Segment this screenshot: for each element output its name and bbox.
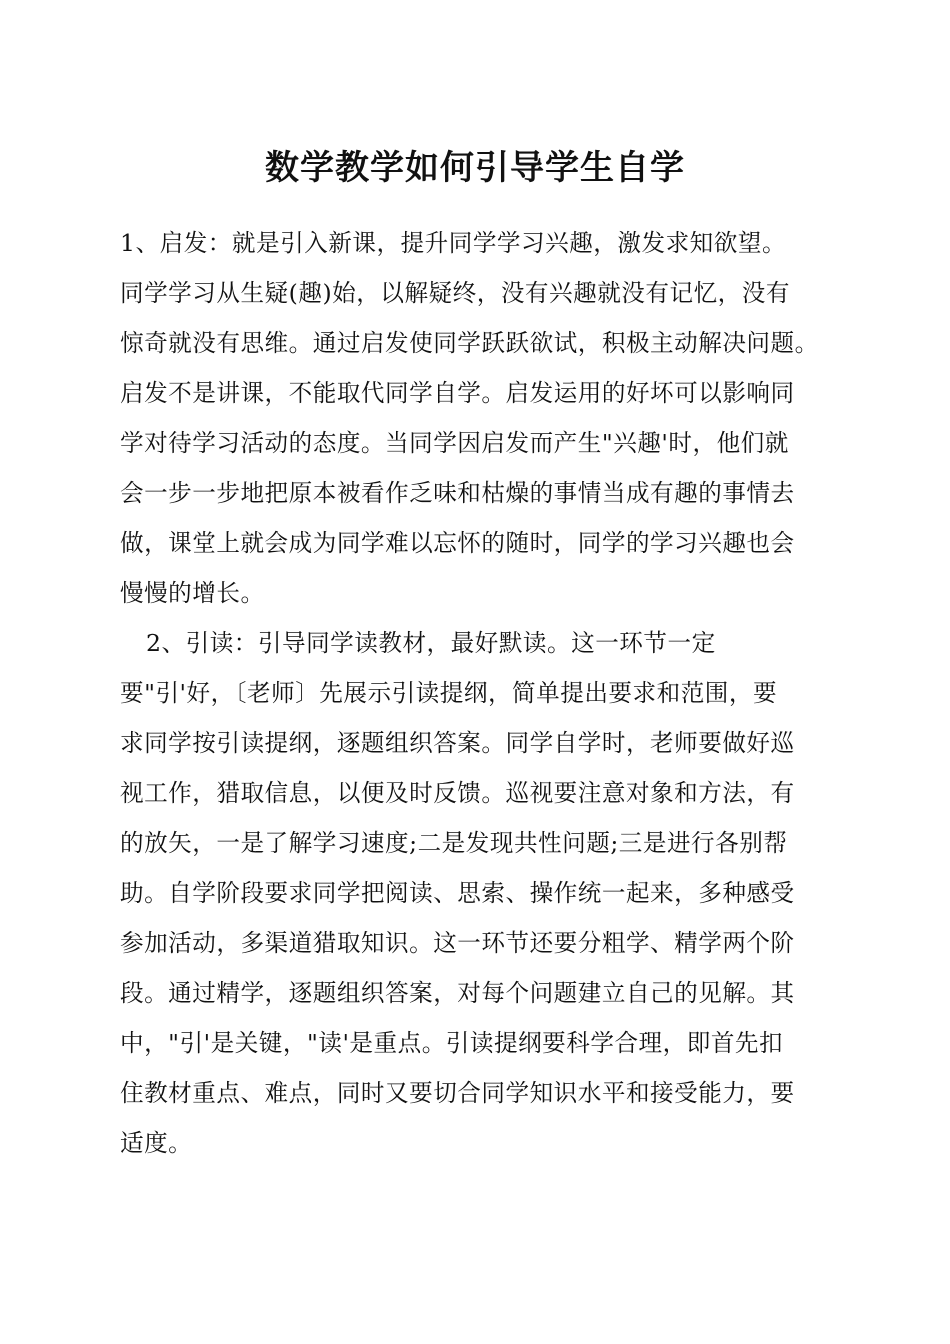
paragraph-1-line-5: 学对待学习活动的态度。当同学因启发而产生"兴趣'时，他们就 xyxy=(120,429,789,457)
paragraph-2-line-4: 视工作，猎取信息，以便及时反馈。巡视要注意对象和方法，有 xyxy=(120,779,795,807)
paragraph-2-line-6: 助。自学阶段要求同学把阅读、思索、操作统一起来，多种感受 xyxy=(120,879,795,907)
paragraph-2-line-1: 2、引读：引导同学读教材，最好默读。这一环节一定 xyxy=(146,629,716,657)
paragraph-1-line-4: 启发不是讲课，不能取代同学自学。启发运用的好坏可以影响同 xyxy=(120,379,795,407)
paragraph-2-line-7: 参加活动，多渠道猎取知识。这一环节还要分粗学、精学两个阶 xyxy=(120,929,795,957)
paragraph-2-line-8: 段。通过精学，逐题组织答案，对每个问题建立自己的见解。其 xyxy=(120,979,795,1007)
paragraph-2-line-11: 适度。 xyxy=(120,1129,193,1157)
paragraph-1-line-1: 1、启发：就是引入新课，提升同学学习兴趣，激发求知欲望。 xyxy=(120,229,787,257)
paragraph-1-line-2: 同学学习从生疑(趣)始，以解疑终，没有兴趣就没有记忆，没有 xyxy=(120,279,790,307)
paragraph-2-line-10: 住教材重点、难点，同时又要切合同学知识水平和接受能力，要 xyxy=(120,1079,795,1107)
paragraph-1-line-3: 惊奇就没有思维。通过启发使同学跃跃欲试，积极主动解决问题。 xyxy=(120,329,819,357)
paragraph-2-line-2: 要"引'好，〔老师〕先展示引读提纲，简单提出要求和范围，要 xyxy=(120,679,778,707)
paragraph-2-line-5: 的放矢，一是了解学习速度;二是发现共性问题;三是进行各别帮 xyxy=(120,829,788,857)
paragraph-1-line-8: 慢慢的增长。 xyxy=(120,579,265,607)
paragraph-2-line-9: 中，"引'是关键，"读'是重点。引读提纲要科学合理，即首先扣 xyxy=(120,1029,784,1057)
paragraph-1-line-7: 做，课堂上就会成为同学难以忘怀的随时，同学的学习兴趣也会 xyxy=(120,529,795,557)
paragraph-2-line-3: 求同学按引读提纲，逐题组织答案。同学自学时，老师要做好巡 xyxy=(120,729,795,757)
document-title: 数学教学如何引导学生自学 xyxy=(265,148,685,188)
paragraph-1-line-6: 会一步一步地把原本被看作乏味和枯燥的事情当成有趣的事情去 xyxy=(120,479,795,507)
